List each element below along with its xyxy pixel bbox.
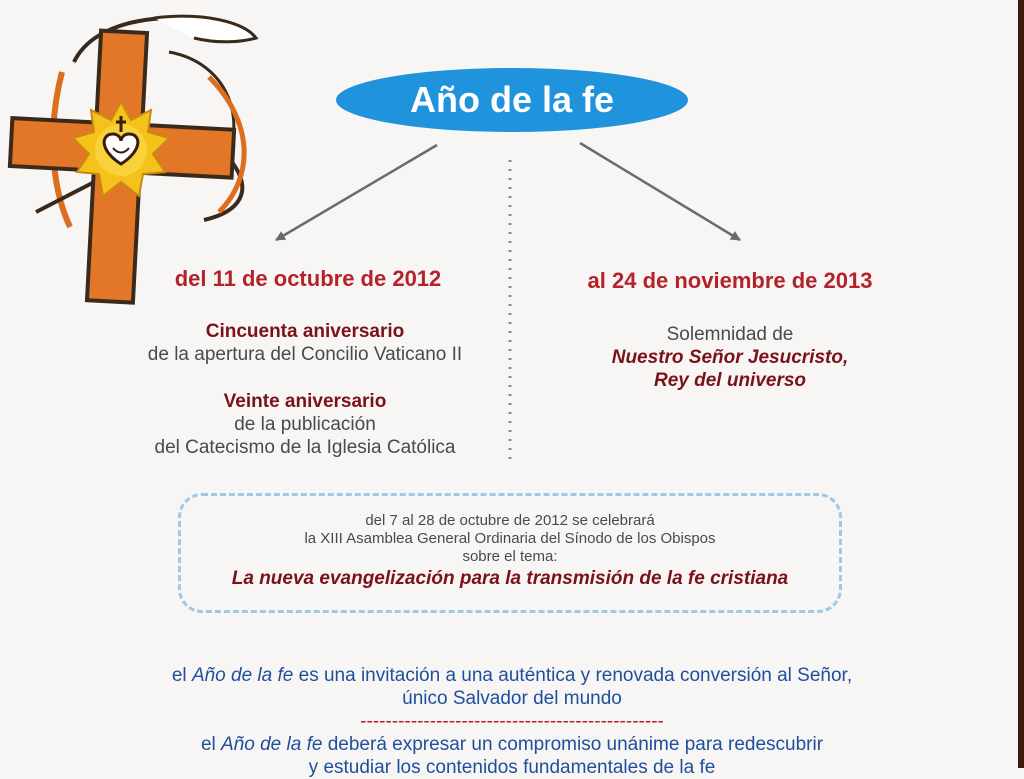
item1-text: de la apertura del Concilio Vaticano II bbox=[147, 344, 463, 365]
start-reasons bbox=[120, 320, 490, 459]
end-date: al 24 de noviembre de 2013 bbox=[587, 268, 873, 293]
item2-text-2: del Catecismo de la Iglesia Católica bbox=[154, 437, 456, 458]
title-oval bbox=[336, 68, 688, 132]
arrow-left bbox=[276, 145, 437, 240]
paragraph-1-line-2: único Salvador del mundo bbox=[402, 688, 622, 709]
item2-heading: Veinte aniversario bbox=[223, 391, 387, 412]
cross-sacred-heart-logo-icon bbox=[4, 2, 279, 307]
p2-post: deberá expresar un compromiso unánime para redescubrir bbox=[327, 734, 824, 755]
paragraph-1 bbox=[100, 664, 924, 687]
end-reason bbox=[560, 323, 900, 392]
item1-heading: Cincuenta aniversario bbox=[205, 321, 405, 342]
p1-post: es una invitación a una auténtica y renovada conversión al Señor, bbox=[298, 665, 853, 686]
king-line: Rey del universo bbox=[653, 370, 807, 391]
lord-line: Nuestro Señor Jesucristo, bbox=[611, 347, 849, 368]
arrow-right bbox=[580, 143, 740, 240]
p2-emphasis: Año de la fe bbox=[221, 734, 323, 755]
synod-line-3: sobre el tema: bbox=[462, 548, 558, 565]
paragraph-2 bbox=[100, 733, 924, 756]
item2-text-1: de la publicación bbox=[234, 414, 376, 435]
bottom-text bbox=[100, 664, 924, 779]
synod-line-2: la XIII Asamblea General Ordinaria del Sínodo de los Obispos bbox=[304, 530, 716, 547]
p1-emphasis: Año de la fe bbox=[191, 665, 294, 686]
p1-pre: el bbox=[171, 665, 187, 686]
synod-text bbox=[178, 512, 842, 592]
separator: ------------------------------------------------ bbox=[360, 711, 664, 732]
synod-line-1: del 7 al 28 de octubre de 2012 se celebrará bbox=[365, 512, 655, 529]
p2-pre: el bbox=[200, 734, 216, 755]
page-title: Año de la fe bbox=[409, 79, 615, 120]
start-date: del 11 de octubre de 2012 bbox=[174, 266, 442, 291]
paragraph-2-line-2: y estudiar los contenidos fundamentales de la fe bbox=[308, 757, 716, 778]
synod-theme: La nueva evangelización para la transmisión de la fe cristiana bbox=[231, 568, 789, 589]
solemnity-line: Solemnidad de bbox=[666, 324, 794, 345]
